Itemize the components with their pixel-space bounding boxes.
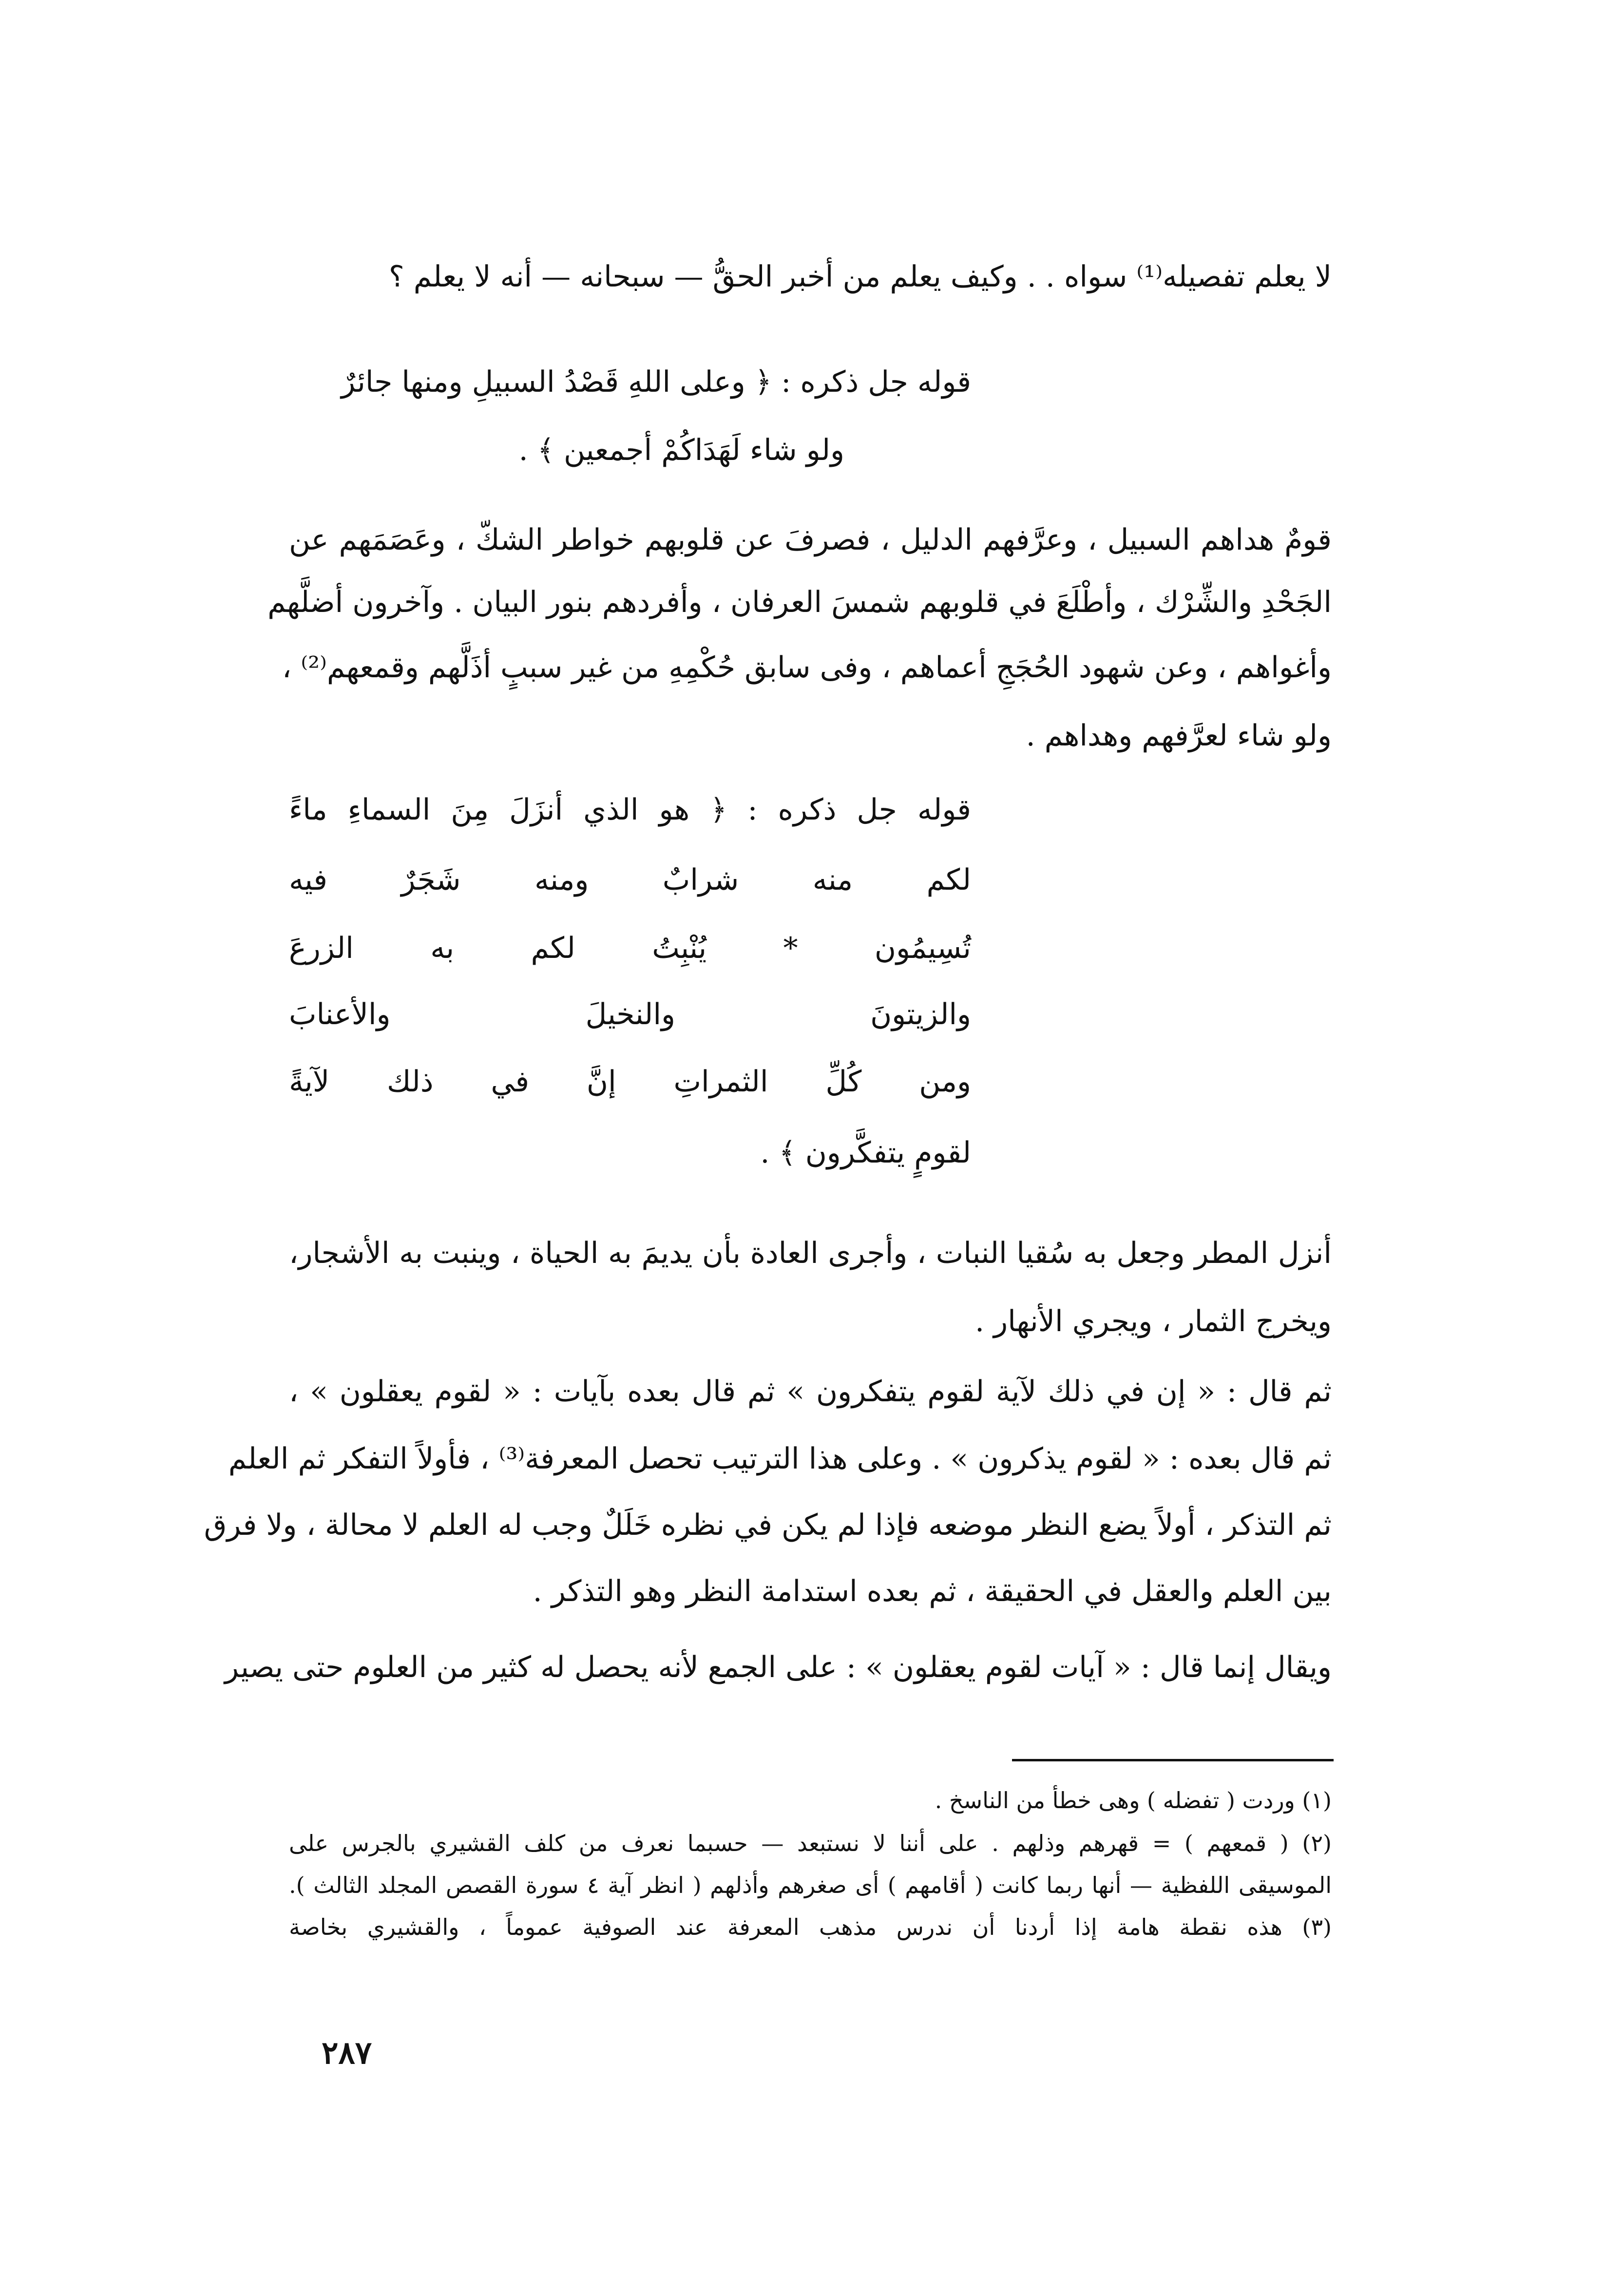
body-line: الجَحْدِ والشِّرْك ، وأطْلَعَ في قلوبهم شمسَ العرفان ، وأفردهم بنور البيان . وآخرون أضلَّهم	[267, 585, 1332, 619]
body-line: وأغواهم ، وعن شهود الحُجَجِ أعماهم ، وفى سابق حُكْمِهِ من غير سببٍ أذَلَّهم وقمعهم⁽²⁾ ،	[282, 650, 1332, 685]
body-line: ولو شاء لعرَّفهم وهداهم .	[1026, 719, 1332, 753]
body-line: بين العلم والعقل في الحقيقة ، ثم بعده استدامة النظر وهو التذكر .	[533, 1574, 1332, 1608]
verse-line: لقومٍ يتفكَّرون ﴾ .	[760, 1136, 971, 1170]
footnote-1: (١) وردت ( تفضله ) وهى خطأ من الناسخ .	[935, 1787, 1332, 1814]
verse-line: والزيتونَ والنخيلَ والأعنابَ	[289, 997, 971, 1031]
verse-line: قوله جل ذكره : ﴿ هو الذي أنزَلَ مِنَ السماءِ ماءً	[289, 793, 971, 827]
body-line: أنزل المطر وجعل به سُقيا النبات ، وأجرى العادة بأن يديمَ به الحياة ، وينبت به الأشجار،	[289, 1236, 1332, 1270]
footnote-2: (٢) ( قمعهم ) = قهرهم وذلهم . على أننا لا نستبعد — حسبما نعرف من كلف القشيري بالجرس على	[289, 1830, 1332, 1856]
body-line: ثم التذكر ، أولاً يضع النظر موضعه فإذا لم يكن في نظره خَلَلٌ وجب له العلم لا محالة ، ولا فرق	[204, 1508, 1332, 1542]
verse-line: ولو شاء لَهَدَاكُمْ أجمعين ﴾ .	[518, 433, 844, 467]
footnote-separator	[1012, 1759, 1334, 1761]
verse-line: لكم منه شرابٌ ومنه شَجَرٌ فيه	[289, 863, 971, 897]
footnote-3: (٣) هذه نقطة هامة إذا أردنا أن ندرس مذهب المعرفة عند الصوفية عموماً ، والقشيري بخاصة	[289, 1914, 1332, 1940]
verse-line: قوله جل ذكره : ﴿ وعلى اللهِ قَصْدُ السبيلِ ومنها جائرٌ	[341, 365, 971, 399]
verse-line: ومن كُلِّ الثمراتِ إنَّ في ذلك لآيةً	[289, 1065, 971, 1099]
body-line: ويقال إنما قال : « آيات لقوم يعقلون » : على الجمع لأنه يحصل له كثير من العلوم حتى يصير	[224, 1650, 1332, 1684]
page-number: ٢٨٧	[322, 2035, 372, 2071]
body-line: ثم قال : « إن في ذلك لآية لقوم يتفكرون » ثم قال بعده بآيات : « لقوم يعقلون » ،	[289, 1375, 1332, 1409]
verse-line: تُسِيمُون * يُنْبِتُ لكم به الزرعَ	[289, 931, 971, 965]
body-line: قومٌ هداهم السبيل ، وعرَّفهم الدليل ، فصرفَ عن قلوبهم خواطر الشكّ ، وعَصَمَهم عن	[289, 523, 1332, 557]
body-line-intro: لا يعلم تفصيله⁽¹⁾ سواه . . وكيف يعلم من أخبر الحقُّ — سبحانه — أنه لا يعلم ؟	[388, 260, 1332, 294]
body-line: ويخرج الثمار ، ويجري الأنهار .	[974, 1304, 1332, 1338]
footnote-2-continued: الموسيقى اللفظية — أنها ربما كانت ( أقامهم ) أى صغرهم وأذلهم ( انظر آية ٤ سورة القصص المجلد الثالث ).	[289, 1872, 1332, 1898]
body-line: ثم قال بعده : « لقوم يذكرون » . وعلى هذا الترتيب تحصل المعرفة⁽³⁾ ، فأولاً التفكر ثم العلم	[228, 1442, 1332, 1476]
